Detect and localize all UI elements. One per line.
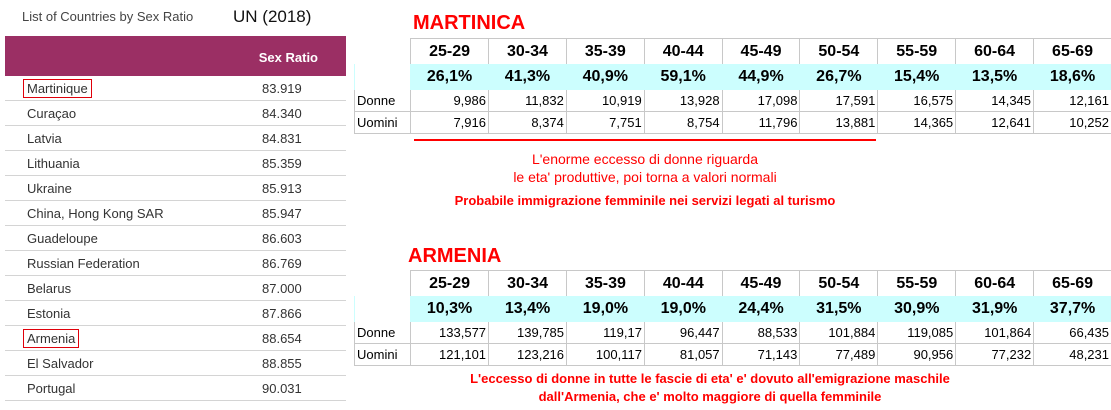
uomini-cell: 48,231: [1034, 344, 1111, 366]
excess-percent-cell: 26,7%: [800, 64, 878, 90]
list-item[interactable]: [5, 76, 346, 101]
uomini-cell: 12,641: [956, 112, 1034, 134]
donne-cell: 66,435: [1034, 322, 1111, 344]
excess-percent-cell: 24,4%: [722, 296, 800, 322]
country-name[interactable]: Latvia: [27, 131, 62, 146]
excess-percent-cell: 41,3%: [489, 64, 567, 90]
donne-cell: 10,919: [566, 90, 644, 112]
sex-ratio-value: 84.340: [262, 106, 302, 121]
donne-cell: 101,864: [956, 322, 1034, 344]
country-name[interactable]: China, Hong Kong SAR: [27, 206, 164, 221]
donne-cell: 17,591: [800, 90, 878, 112]
row-label: Uomini: [355, 112, 411, 134]
donne-cell: 88,533: [722, 322, 800, 344]
excess-percent-cell: 10,3%: [411, 296, 489, 322]
age-group-cell: 35-39: [567, 271, 645, 297]
list-item[interactable]: [5, 276, 346, 301]
excess-percent-cell: 19,0%: [644, 296, 722, 322]
country-name[interactable]: Ukraine: [27, 181, 72, 196]
list-item[interactable]: [5, 351, 346, 376]
excess-percent-row: [355, 296, 1111, 322]
uomini-row: [355, 344, 1111, 366]
sex-ratio-value: 88.654: [262, 331, 302, 346]
list-item[interactable]: [5, 226, 346, 251]
row-label: Donne: [355, 90, 411, 112]
uomini-cell: 13,881: [800, 112, 878, 134]
sex-ratio-value: 84.831: [262, 131, 302, 146]
excess-percent-cell: 18,6%: [1034, 64, 1111, 90]
list-header: [5, 36, 346, 76]
excess-percent-cell: 59,1%: [644, 64, 722, 90]
donne-cell: 139,785: [489, 322, 567, 344]
sex-ratio-value: 87.866: [262, 306, 302, 321]
row-label: [355, 296, 411, 322]
donne-cell: 17,098: [722, 90, 800, 112]
uomini-cell: 71,143: [722, 344, 800, 366]
age-group-header-row: [355, 271, 1111, 297]
uomini-cell: 77,232: [956, 344, 1034, 366]
excess-percent-cell: 44,9%: [722, 64, 800, 90]
uomini-cell: 121,101: [411, 344, 489, 366]
list-item[interactable]: [5, 201, 346, 226]
donne-cell: 13,928: [644, 90, 722, 112]
list-item[interactable]: [5, 101, 346, 126]
country-name[interactable]: Guadeloupe: [27, 231, 98, 246]
uomini-cell: 100,117: [567, 344, 645, 366]
country-name[interactable]: Belarus: [27, 281, 72, 296]
excess-percent-row: [355, 64, 1111, 90]
sex-ratio-value: 85.947: [262, 206, 302, 221]
age-group-cell: 30-34: [489, 39, 567, 65]
sex-ratio-value: 85.359: [262, 156, 302, 171]
row-label: Donne: [355, 322, 411, 344]
age-group-cell: 45-49: [722, 271, 800, 297]
sex-ratio-value: 85.913: [262, 181, 302, 196]
uomini-cell: 8,754: [644, 112, 722, 134]
armenia-note-line1: L'eccesso di donne in tutte le fascie di eta' e' dovuto all'emigrazione maschile: [470, 371, 950, 386]
uomini-cell: 11,796: [722, 112, 800, 134]
martinica-note: [414, 150, 876, 186]
sex-ratio-value: 90.031: [262, 381, 302, 396]
sex-ratio-value: 87.000: [262, 281, 302, 296]
armenia-table: [354, 270, 1111, 366]
age-group-cell: 65-69: [1034, 271, 1111, 297]
country-name[interactable]: El Salvador: [27, 356, 94, 371]
country-name[interactable]: Portugal: [27, 381, 76, 396]
list-item[interactable]: [5, 301, 346, 326]
age-group-cell: 25-29: [411, 271, 489, 297]
excess-percent-cell: 31,5%: [800, 296, 878, 322]
age-group-cell: 45-49: [722, 39, 800, 65]
sex-ratio-value: 83.919: [262, 81, 302, 96]
age-group-cell: 65-69: [1034, 39, 1111, 65]
age-group-cell: 40-44: [644, 271, 722, 297]
sex-ratio-value: 86.769: [262, 256, 302, 271]
uomini-cell: 90,956: [878, 344, 956, 366]
donne-row: [355, 90, 1111, 112]
uomini-cell: 7,916: [411, 112, 489, 134]
uomini-cell: 81,057: [644, 344, 722, 366]
excess-percent-cell: 19,0%: [567, 296, 645, 322]
armenia-note: [370, 370, 1050, 406]
donne-cell: 133,577: [411, 322, 489, 344]
sex-ratio-value: 86.603: [262, 231, 302, 246]
age-group-cell: 60-64: [956, 39, 1034, 65]
donne-cell: 119,17: [567, 322, 645, 344]
country-name[interactable]: Lithuania: [27, 156, 80, 171]
row-label: [355, 64, 411, 90]
excess-percent-cell: 30,9%: [878, 296, 956, 322]
uomini-row: [355, 112, 1111, 134]
country-name[interactable]: Armenia: [23, 329, 79, 348]
uomini-cell: 14,365: [878, 112, 956, 134]
donne-cell: 14,345: [956, 90, 1034, 112]
donne-row: [355, 322, 1111, 344]
excess-percent-cell: 15,4%: [878, 64, 956, 90]
list-item[interactable]: [5, 126, 346, 151]
country-list: [5, 76, 346, 401]
excess-percent-cell: 40,9%: [566, 64, 644, 90]
martinica-note-bold: Probabile immigrazione femminile nei servizi legati al turismo: [454, 193, 836, 208]
uomini-cell: 8,374: [489, 112, 567, 134]
excess-percent-cell: 31,9%: [956, 296, 1034, 322]
list-item[interactable]: [5, 326, 346, 351]
armenia-note-line2: dall'Armenia, che e' molto maggiore di quella femminile: [538, 389, 882, 404]
age-group-cell: 25-29: [411, 39, 489, 65]
uomini-cell: 10,252: [1034, 112, 1111, 134]
donne-cell: 16,575: [878, 90, 956, 112]
martinica-divider: [414, 139, 876, 141]
list-title: List of Countries by Sex Ratio: [22, 9, 194, 24]
martinica-note-line1: L'enorme eccesso di donne riguarda: [531, 151, 759, 167]
country-name[interactable]: Russian Federation: [27, 256, 140, 271]
donne-cell: 11,832: [489, 90, 567, 112]
row-label: [355, 39, 411, 65]
donne-cell: 12,161: [1034, 90, 1111, 112]
age-group-cell: 50-54: [800, 271, 878, 297]
excess-percent-cell: 13,5%: [956, 64, 1034, 90]
age-group-cell: 40-44: [644, 39, 722, 65]
armenia-title: ARMENIA: [408, 245, 502, 267]
sex-ratio-value: 88.855: [262, 356, 302, 371]
excess-percent-cell: 37,7%: [1034, 296, 1111, 322]
row-label: Uomini: [355, 344, 411, 366]
country-name[interactable]: Estonia: [27, 306, 71, 321]
excess-percent-cell: 26,1%: [411, 64, 489, 90]
age-group-cell: 55-59: [878, 39, 956, 65]
uomini-cell: 77,489: [800, 344, 878, 366]
donne-cell: 96,447: [644, 322, 722, 344]
donne-cell: 9,986: [411, 90, 489, 112]
uomini-cell: 7,751: [566, 112, 644, 134]
age-group-header-row: [355, 39, 1111, 65]
donne-cell: 101,884: [800, 322, 878, 344]
row-label: [355, 271, 411, 297]
country-name[interactable]: Curaçao: [27, 106, 77, 121]
list-item[interactable]: [5, 176, 346, 201]
age-group-cell: 35-39: [566, 39, 644, 65]
excess-percent-cell: 13,4%: [489, 296, 567, 322]
age-group-cell: 55-59: [878, 271, 956, 297]
list-item[interactable]: [5, 251, 346, 276]
martinica-title: MARTINICA: [413, 12, 526, 34]
age-group-cell: 30-34: [489, 271, 567, 297]
martinica-table: [354, 38, 1111, 134]
list-item[interactable]: [5, 151, 346, 176]
list-item[interactable]: [5, 376, 346, 401]
country-name[interactable]: Martinique: [23, 79, 92, 98]
martinica-note-line2: le eta' produttive, poi torna a valori normali: [513, 169, 777, 185]
age-group-cell: 60-64: [956, 271, 1034, 297]
list-source: UN (2018): [233, 7, 312, 26]
age-group-cell: 50-54: [800, 39, 878, 65]
uomini-cell: 123,216: [489, 344, 567, 366]
donne-cell: 119,085: [878, 322, 956, 344]
sex-ratio-column-header[interactable]: Sex Ratio: [258, 50, 318, 65]
